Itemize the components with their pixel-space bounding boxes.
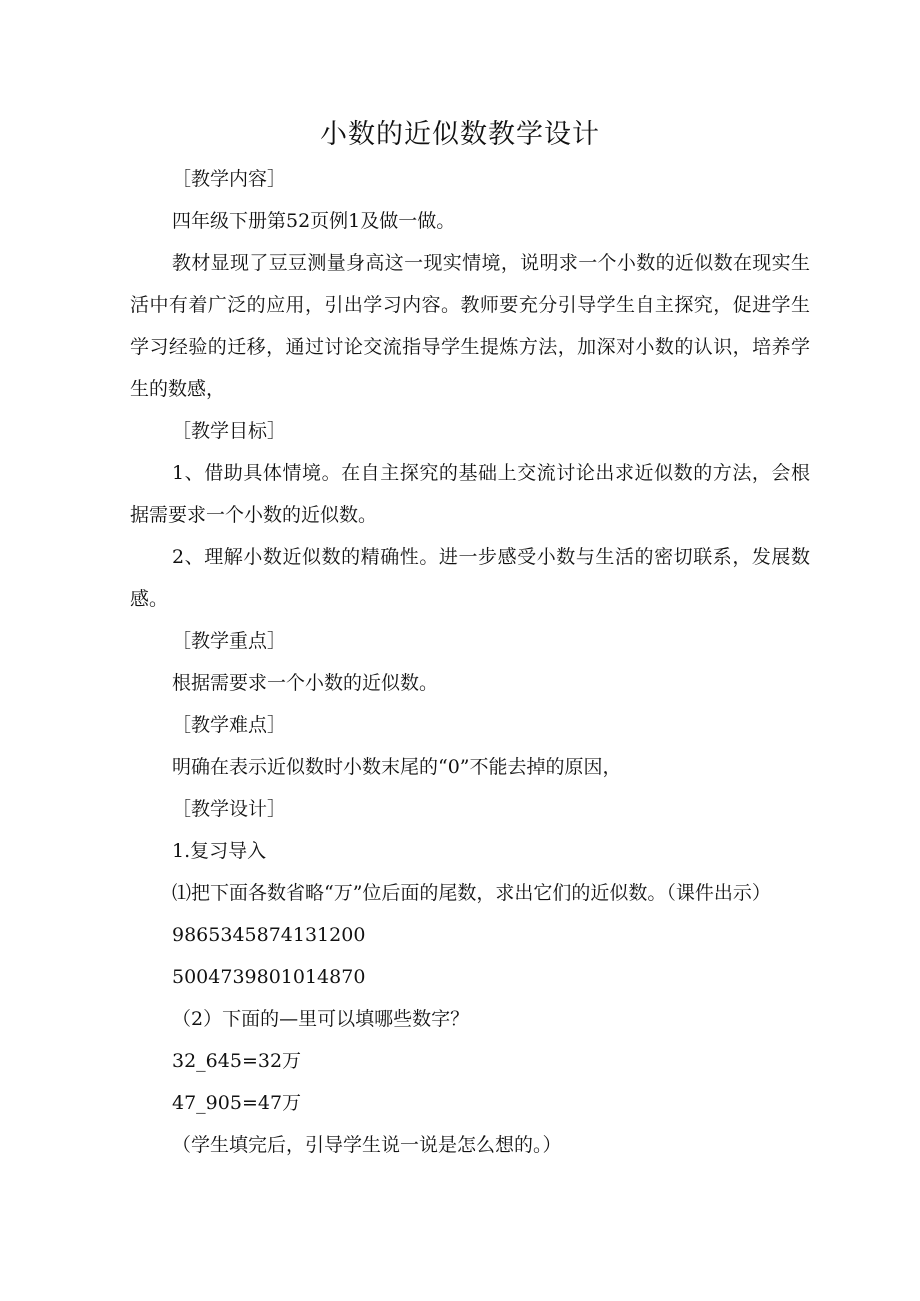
section-heading-key: ［教学重点］ (172, 630, 287, 652)
section-heading-difficulty: ［教学难点］ (172, 714, 287, 736)
number-1: 9865345874131200 (172, 924, 366, 946)
number-2: 5004739801014870 (172, 966, 366, 988)
key-text: 根据需要求一个小数的近似数。 (172, 672, 439, 694)
content-description: 教材显现了豆豆测量身高这一现实情境，说明求一个小数的近似数在现实生活中有着广泛的应用，引出学习内容。教师要充分引导学生自主探究，促进学生学习经验的迁移，通过讨论交流指导学生提炼方法，加深对小数的认识，培养学生的数感， (130, 252, 810, 400)
section-heading-design: ［教学设计］ (172, 798, 287, 820)
step-1: 1.复习导入 (172, 840, 267, 862)
question-2: （2）下面的—里可以填哪些数字？ (172, 1008, 470, 1030)
section-heading-content: ［教学内容］ (172, 168, 287, 190)
equation-1: 32_645=32万 (172, 1050, 302, 1072)
document-body (130, 158, 810, 1166)
goal-item-2: 2、理解小数近似数的精确性。进一步感受小数与生活的密切联系，发展数感。 (130, 546, 810, 610)
section-heading-goals: ［教学目标］ (172, 420, 287, 442)
goal-item-1: 1、借助具体情境。在自主探究的基础上交流讨论出求近似数的方法，会根据需要求一个小数的近似数。 (130, 462, 810, 526)
note: （学生填完后，引导学生说一说是怎么想的。） (172, 1134, 562, 1156)
content-text: 四年级下册第52页例1及做一做。 (172, 210, 456, 232)
difficulty-text: 明确在表示近似数时小数末尾的“0”不能去掉的原因， (172, 756, 622, 778)
document-title: 小数的近似数教学设计 (320, 119, 600, 150)
question-1: ⑴把下面各数省略“万”位后面的尾数，求出它们的近似数。（课件出示） (172, 882, 771, 904)
equation-2: 47_905=47万 (172, 1092, 302, 1114)
